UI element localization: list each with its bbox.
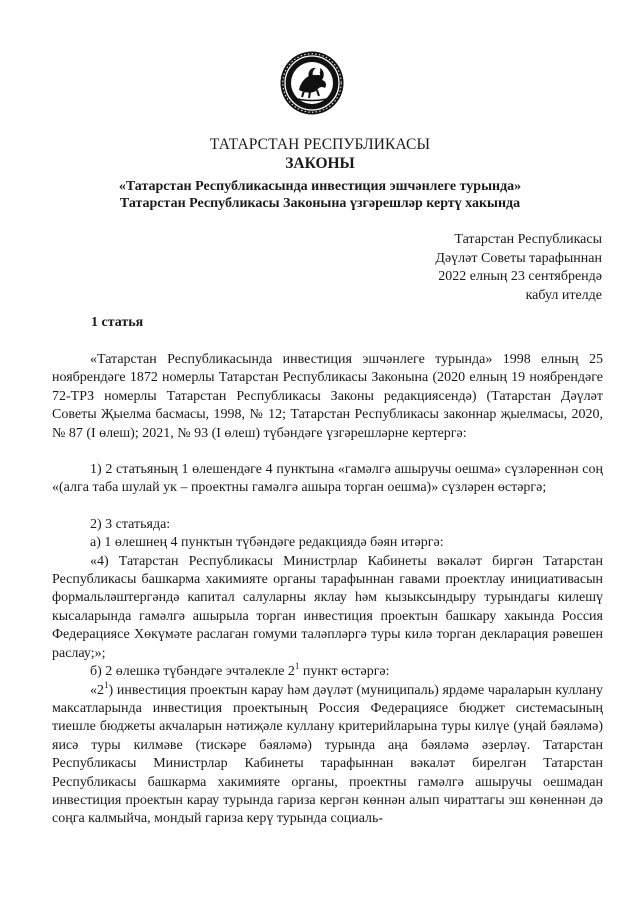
coat-of-arms-icon [279, 50, 345, 116]
item-2b-superscript: 1 [294, 661, 300, 672]
adoption-line-3: 2022 елның 23 сентябрендә [438, 269, 602, 284]
adoption-line-1: Татарстан Республикасы [454, 232, 602, 247]
adoption-line-4: кабул ителде [525, 287, 602, 303]
item-2b-text-start: б) 2 өлешкә түбәндәге эчтәлекле 2 [90, 664, 295, 680]
item-2b-quote-superscript: 1 [104, 679, 109, 690]
adoption-line-2: Дәүләт Советы тарафыннан [435, 250, 602, 266]
law-title-line-1: «Татарстан Республикасында инвестиция эшчәнлеге турында» [118, 179, 522, 194]
article-heading: 1 статья [91, 315, 144, 330]
amendment-item-2a: а) 1 өлешнең 4 пунктын түбәндәге редакциядә бәян итәргә: [90, 535, 444, 551]
article-intro-paragraph: «Татарстан Республикасында инвестиция эшчәнлеге турында» 1998 елның 25 ноябрендәге 1872 номерлы Татарстан Республикасы Законына (2020 елның 19 ноябрендәге 72-ТРЗ номерлы Татарстан Республикасы Законы редакциясендә) (Татарстан Дәүләт Советы Җыелма басмасы, 1998, № 12; Татарстан Республикасы законнар җыелмасы, 2020, № 87 (I өлеш); 2021, № 93 (I өлеш) түбәндәге үзгәрешләрне кертергә: [52, 352, 603, 441]
item-2b-quote-text: ) инвестиция проектын карау һәм дәүләт (муниципаль) ярдәме чараларын куллану максатларында инвестиция проектының Россия Федерациясе бюджет системасының тиешле бюджеты акчаларын нәтиҗәле куллану критерийларына туры килүе (уңай бәяләмә) яисә туры килмәве (тискәре бәяләмә) турында аңа бәяләмә әзерләү. Татарстан Республикасы Министрлар Кабинеты тарафыннан вәкаләт бирелгән Татарстан Республикасы башкарма хакимияте органы, проектны гамәлгә ашыручы оешмадан инвестиция проектын карау турында гариза кергән көннән алып чираттагы эш көненнән дә соңга калмыйча, мондый гариза керү турында социаль- [52, 682, 603, 827]
article-body [52, 351, 603, 829]
amendment-item-2b-quote [52, 679, 603, 829]
adoption-note [435, 231, 602, 305]
item-2b-quote-start: «2 [90, 682, 104, 698]
amendment-item-2b [52, 663, 603, 681]
amendment-item-2: 2) 3 статьяда: [90, 516, 171, 532]
law-heading: ЗАКОНЫ [285, 155, 355, 172]
republic-heading: ТАТАРСТАН РЕСПУБЛИКАСЫ [209, 136, 431, 153]
amendment-item-2a-quote: «4) Татарстан Республикасы Министрлар Кабинеты вәкаләт биргән Татарстан Республикасы башкарма хакимияте органы тарафыннан гавами проектлау инициативасын формальләштергәндә капитал салуларны яклау һәм кызыксындыру турындагы килешү кысаларында гамәлгә ашырыла торган инвестиция проектын башкару хакында Россия Федерациясе Хөкүмәте раслаган гомуми таләпләргә туры килә торган декларация рәвешен раслау;»; [52, 553, 603, 661]
law-title-line-2: Татарстан Республикасы Законына үзгәрешләр кертү хакында [119, 196, 521, 211]
amendment-item-1: 1) 2 статьяның 1 өлешендәге 4 пунктына «гамәлгә ашыручы оешма» сүзләреннән соң «(алга таба шулай ук – проектны гамәлгә ашыра торган оешма)» сүзләрен өстәргә; [52, 462, 603, 496]
item-2b-text-end: пункт өстәргә: [299, 664, 390, 680]
